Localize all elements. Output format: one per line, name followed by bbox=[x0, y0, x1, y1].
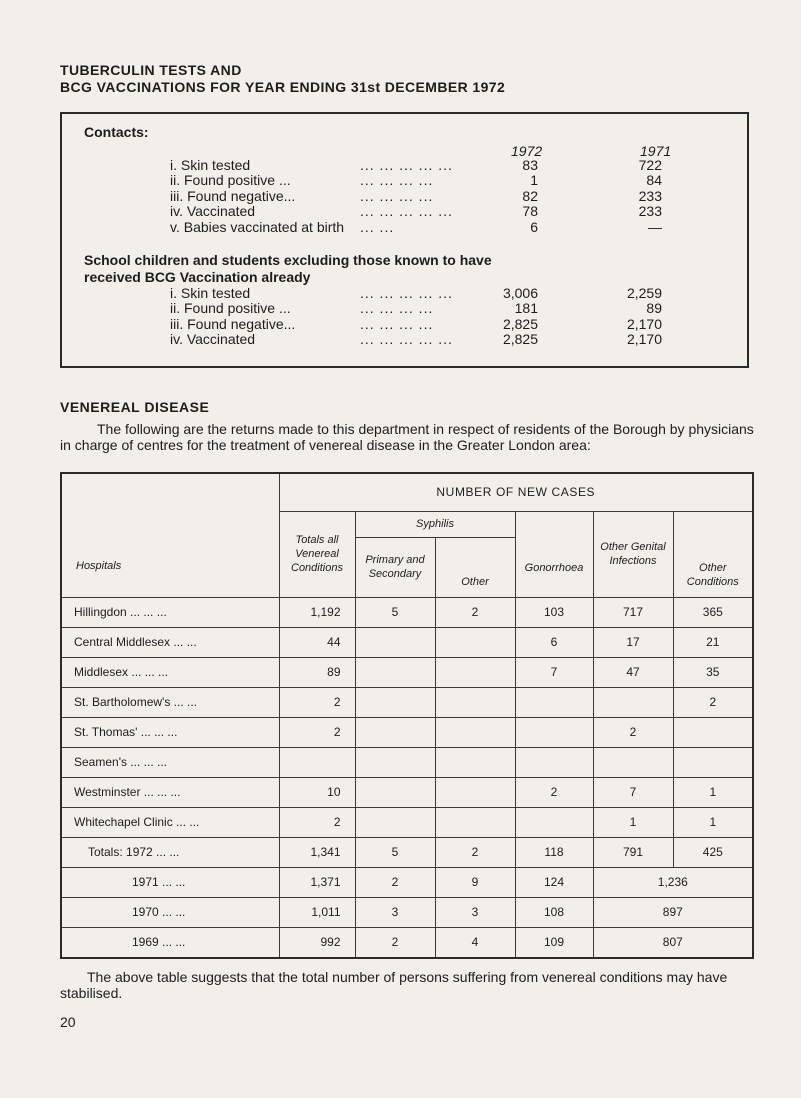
other-cell bbox=[435, 717, 515, 747]
combined-cell: 1,236 bbox=[593, 867, 753, 897]
other-cell bbox=[435, 627, 515, 657]
leader-dots: ... ... ... ... ... bbox=[360, 331, 453, 348]
row-label: i. Skin tested bbox=[170, 157, 251, 173]
other-conditions-cell: 1 bbox=[673, 777, 753, 807]
other-cell: 2 bbox=[435, 837, 515, 867]
leader-dots: ... ... ... ... ... bbox=[360, 157, 453, 173]
primary-cell bbox=[355, 657, 435, 687]
school-heading bbox=[84, 252, 492, 286]
value-1971: 2,170 bbox=[626, 331, 662, 348]
row-label: iii. Found negative... bbox=[170, 315, 296, 332]
hospital-name: Westminster ... ... ... bbox=[61, 777, 279, 807]
venereal-table bbox=[60, 472, 754, 959]
other-cell bbox=[435, 687, 515, 717]
table-row bbox=[61, 807, 753, 837]
school-row bbox=[170, 331, 730, 347]
year-label: 1970 ... ... bbox=[61, 897, 279, 927]
table-row bbox=[61, 837, 753, 867]
year-label: 1971 ... ... bbox=[61, 867, 279, 897]
total-cell: 89 bbox=[279, 657, 355, 687]
leader-dots: ... ... ... ... bbox=[360, 187, 434, 204]
contacts-row bbox=[170, 172, 730, 188]
year-1972-header: 1972 bbox=[511, 143, 543, 159]
value-1972: 83 bbox=[522, 157, 538, 173]
value-1972: 82 bbox=[522, 187, 538, 204]
year-label: 1969 ... ... bbox=[61, 927, 279, 958]
other-cell: 4 bbox=[435, 927, 515, 958]
hospital-name: Central Middlesex ... ... bbox=[61, 627, 279, 657]
value-1971: 2,259 bbox=[626, 285, 662, 301]
genital-cell: 2 bbox=[593, 717, 673, 747]
total-cell bbox=[279, 747, 355, 777]
leader-dots: ... ... ... ... bbox=[360, 172, 434, 189]
value-1971: 233 bbox=[638, 203, 662, 220]
total-cell: 2 bbox=[279, 717, 355, 747]
gonorrhoea-cell bbox=[515, 807, 593, 837]
hospital-name: Hillingdon ... ... ... bbox=[61, 597, 279, 627]
primary-cell: 2 bbox=[355, 927, 435, 958]
genital-cell: 1 bbox=[593, 807, 673, 837]
venereal-intro: The following are the returns made to this department in respect of residents of the Borough by physicians in charge of centres for the treatment of venereal disease in the Greater London area: bbox=[60, 421, 754, 453]
other-conditions-cell: 35 bbox=[673, 657, 753, 687]
total-cell: 10 bbox=[279, 777, 355, 807]
other-conditions-cell bbox=[673, 717, 753, 747]
other-cell: 9 bbox=[435, 867, 515, 897]
genital-cell: 7 bbox=[593, 777, 673, 807]
value-1972: 3,006 bbox=[502, 285, 538, 301]
col-syphilis-header: Syphilis bbox=[355, 511, 515, 537]
total-cell: 44 bbox=[279, 627, 355, 657]
genital-cell bbox=[593, 687, 673, 717]
col-totals-header: Totals all Venereal Conditions bbox=[279, 511, 355, 597]
col-other-header: Other bbox=[435, 537, 515, 597]
gonorrhoea-cell bbox=[515, 717, 593, 747]
row-label: iv. Vaccinated bbox=[170, 331, 256, 348]
title-line-2: BCG VACCINATIONS FOR YEAR ENDING 31st DECEMBER 1972 bbox=[60, 79, 506, 95]
table-row bbox=[61, 717, 753, 747]
genital-cell bbox=[593, 747, 673, 777]
contacts-row bbox=[170, 219, 730, 235]
row-label: i. Skin tested bbox=[170, 285, 251, 301]
gonorrhoea-cell: 103 bbox=[515, 597, 593, 627]
other-cell bbox=[435, 747, 515, 777]
genital-cell: 791 bbox=[593, 837, 673, 867]
primary-cell: 2 bbox=[355, 867, 435, 897]
col-genital-header: Other Genital Infections bbox=[593, 511, 673, 597]
row-label: ii. Found positive ... bbox=[170, 300, 291, 317]
primary-cell bbox=[355, 717, 435, 747]
contacts-row bbox=[170, 188, 730, 204]
col-gonorrhoea-header: Gonorrhoea bbox=[515, 511, 593, 597]
leader-dots: ... ... ... ... bbox=[360, 315, 434, 332]
tuberculin-box bbox=[60, 112, 749, 368]
contacts-row bbox=[170, 157, 730, 173]
title-line-1: TUBERCULIN TESTS AND bbox=[60, 62, 242, 78]
genital-cell: 17 bbox=[593, 627, 673, 657]
value-1971: 89 bbox=[646, 300, 662, 317]
hospital-name: Whitechapel Clinic ... ... bbox=[61, 807, 279, 837]
value-1971: 722 bbox=[638, 157, 662, 173]
value-1972: 78 bbox=[522, 203, 538, 220]
other-cell: 2 bbox=[435, 597, 515, 627]
table-row bbox=[61, 657, 753, 687]
conclusion-text: The above table suggests that the total number of persons suffering from venereal conditions may have stabilised. bbox=[60, 969, 728, 1001]
primary-cell: 5 bbox=[355, 597, 435, 627]
other-cell bbox=[435, 807, 515, 837]
table-row bbox=[61, 687, 753, 717]
row-label: iii. Found negative... bbox=[170, 187, 296, 204]
gonorrhoea-cell: 6 bbox=[515, 627, 593, 657]
school-row bbox=[170, 316, 730, 332]
table-row bbox=[61, 897, 753, 927]
value-1972: 1 bbox=[530, 172, 538, 189]
page-number: 20 bbox=[60, 1014, 76, 1030]
page-title bbox=[60, 62, 505, 96]
contacts-row bbox=[170, 203, 730, 219]
value-1972: 2,825 bbox=[502, 315, 538, 332]
school-heading-line-2: received BCG Vaccination already bbox=[84, 269, 311, 285]
genital-cell: 717 bbox=[593, 597, 673, 627]
table-row bbox=[61, 927, 753, 958]
total-cell: 2 bbox=[279, 807, 355, 837]
combined-cell: 897 bbox=[593, 897, 753, 927]
total-cell: 1,192 bbox=[279, 597, 355, 627]
primary-cell bbox=[355, 777, 435, 807]
gonorrhoea-cell bbox=[515, 687, 593, 717]
hospital-name: Seamen's ... ... ... bbox=[61, 747, 279, 777]
year-1971-header: 1971 bbox=[640, 143, 672, 159]
genital-cell: 47 bbox=[593, 657, 673, 687]
other-conditions-cell: 2 bbox=[673, 687, 753, 717]
gonorrhoea-cell: 109 bbox=[515, 927, 593, 958]
combined-cell: 807 bbox=[593, 927, 753, 958]
value-1971: 233 bbox=[638, 187, 662, 204]
col-other-conditions-header: Other Conditions bbox=[673, 511, 753, 597]
leader-dots: ... ... bbox=[360, 218, 395, 235]
total-cell: 1,341 bbox=[279, 837, 355, 867]
hospital-name: St. Thomas' ... ... ... bbox=[61, 717, 279, 747]
total-cell: 1,011 bbox=[279, 897, 355, 927]
school-row bbox=[170, 285, 730, 301]
other-cell: 3 bbox=[435, 897, 515, 927]
table-row bbox=[61, 627, 753, 657]
other-conditions-cell: 1 bbox=[673, 807, 753, 837]
gonorrhoea-cell bbox=[515, 747, 593, 777]
primary-cell bbox=[355, 687, 435, 717]
hospital-name: St. Bartholomew's ... ... bbox=[61, 687, 279, 717]
primary-cell: 3 bbox=[355, 897, 435, 927]
gonorrhoea-cell: 124 bbox=[515, 867, 593, 897]
leader-dots: ... ... ... ... bbox=[360, 300, 434, 317]
other-conditions-cell: 365 bbox=[673, 597, 753, 627]
col-primary-header: Primary and Secondary bbox=[355, 537, 435, 597]
gonorrhoea-cell: 2 bbox=[515, 777, 593, 807]
gonorrhoea-cell: 7 bbox=[515, 657, 593, 687]
primary-cell: 5 bbox=[355, 837, 435, 867]
hospital-name: Middlesex ... ... ... bbox=[61, 657, 279, 687]
primary-cell bbox=[355, 807, 435, 837]
table-row bbox=[61, 867, 753, 897]
row-label: iv. Vaccinated bbox=[170, 203, 256, 220]
value-1971: — bbox=[648, 218, 662, 235]
value-1972: 6 bbox=[530, 218, 538, 235]
other-conditions-cell: 425 bbox=[673, 837, 753, 867]
total-cell: 1,371 bbox=[279, 867, 355, 897]
contacts-heading: Contacts: bbox=[84, 124, 149, 140]
new-cases-header: NUMBER OF NEW CASES bbox=[279, 473, 753, 511]
col-hospitals-header: Hospitals bbox=[61, 473, 279, 597]
table-row bbox=[61, 597, 753, 627]
total-cell: 2 bbox=[279, 687, 355, 717]
school-heading-line-1: School children and students excluding those known to have bbox=[84, 252, 492, 268]
leader-dots: ... ... ... ... ... bbox=[360, 203, 453, 220]
primary-cell bbox=[355, 747, 435, 777]
value-1971: 2,170 bbox=[626, 315, 662, 332]
gonorrhoea-cell: 118 bbox=[515, 837, 593, 867]
other-cell bbox=[435, 777, 515, 807]
gonorrhoea-cell: 108 bbox=[515, 897, 593, 927]
other-cell bbox=[435, 657, 515, 687]
other-conditions-cell bbox=[673, 747, 753, 777]
row-label: v. Babies vaccinated at birth bbox=[170, 218, 345, 235]
value-1972: 181 bbox=[514, 300, 538, 317]
venereal-heading: VENEREAL DISEASE bbox=[60, 399, 210, 415]
hospital-name: Totals: 1972 ... ... bbox=[61, 837, 279, 867]
value-1972: 2,825 bbox=[502, 331, 538, 348]
total-cell: 992 bbox=[279, 927, 355, 958]
leader-dots: ... ... ... ... ... bbox=[360, 285, 453, 301]
primary-cell bbox=[355, 627, 435, 657]
value-1971: 84 bbox=[646, 172, 662, 189]
row-label: ii. Found positive ... bbox=[170, 172, 291, 189]
school-row bbox=[170, 300, 730, 316]
other-conditions-cell: 21 bbox=[673, 627, 753, 657]
table-row bbox=[61, 777, 753, 807]
table-row bbox=[61, 747, 753, 777]
